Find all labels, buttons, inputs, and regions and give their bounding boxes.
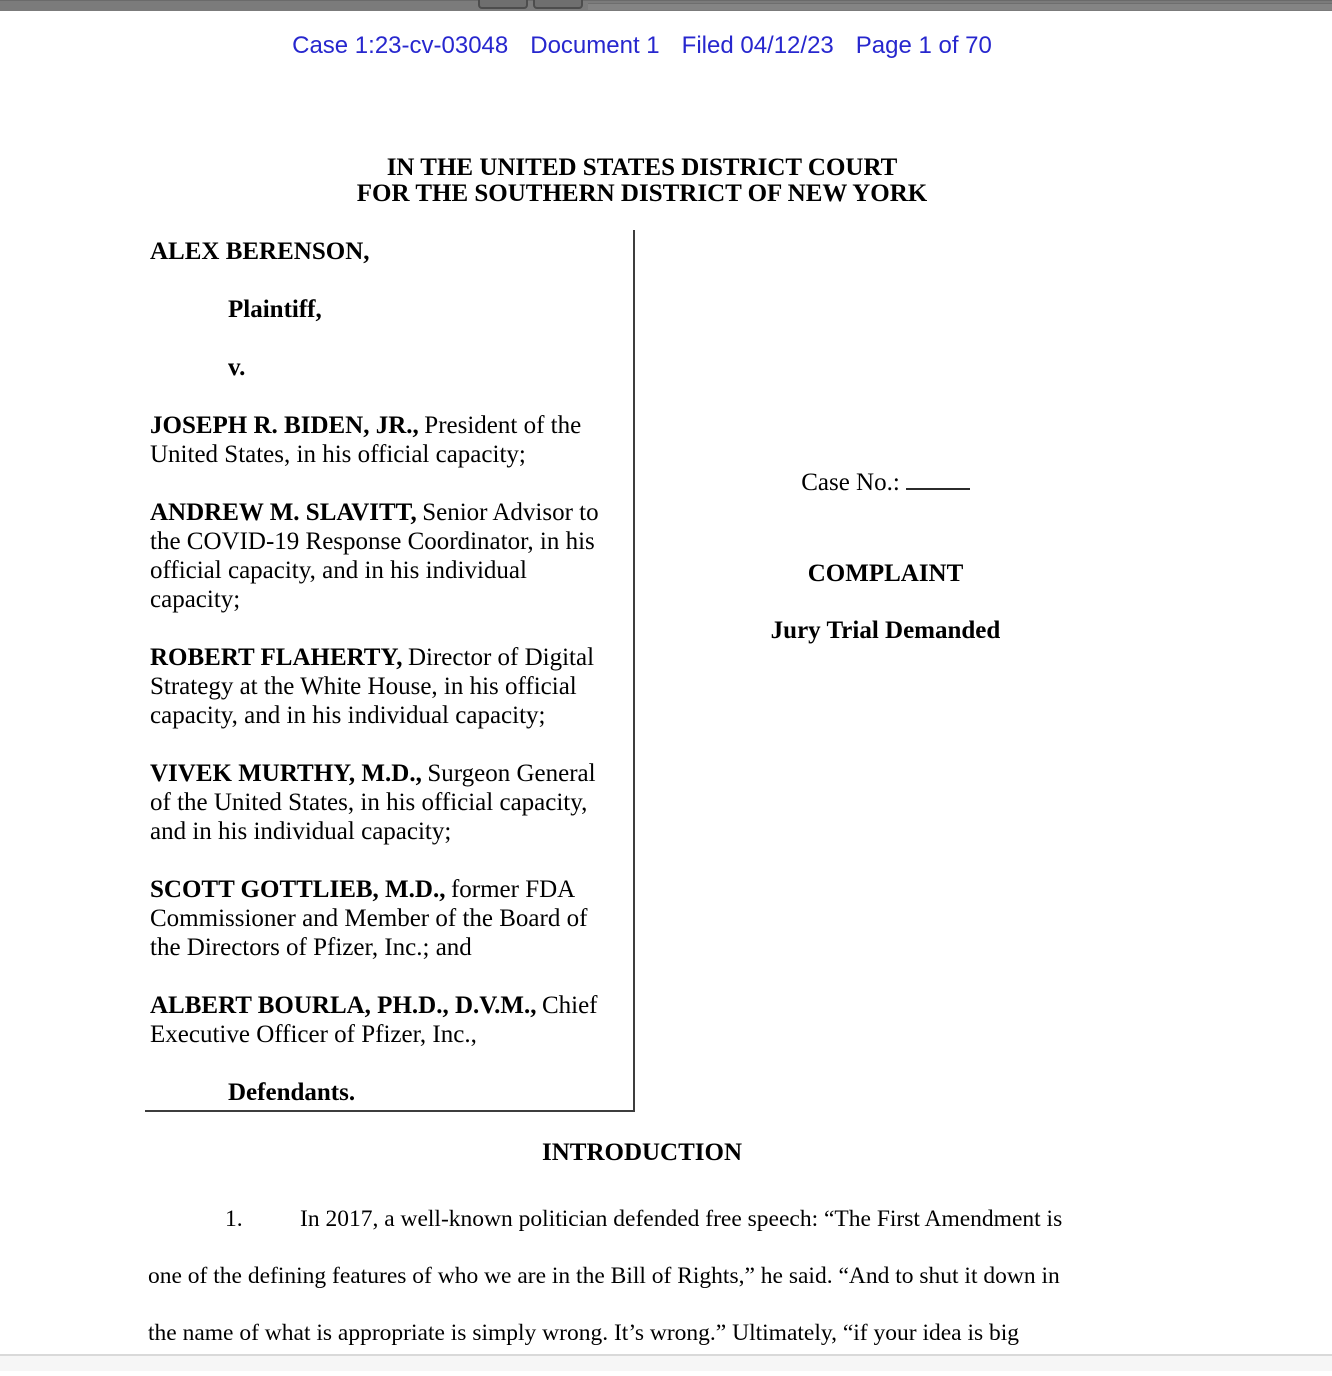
case-caption [148,230,1136,1112]
paragraph-line: one of the defining features of who we are in the Bill of Rights,” he said. “And to shut it down in [148,1263,1060,1289]
case-number-label: Case No.: [801,469,900,496]
viewer-toolbar [0,0,1332,11]
defendant-name: ANDREW M. SLAVITT, [150,499,417,526]
defendant-name: ALBERT BOURLA, PH.D., D.V.M., [150,992,537,1019]
pacer-stamp-link[interactable] [148,33,1136,58]
court-title-line2: FOR THE SOUTHERN DISTRICT OF NEW YORK [356,180,928,207]
defendant-role: Director of Digital Strategy at the White House, in his official capacity, and in his individual capacity; [150,644,595,729]
caption-case-info [635,230,1136,1112]
defendant-name: ROBERT FLAHERTY, [150,644,403,671]
defendant-name: JOSEPH R. BIDEN, JR., [150,412,419,439]
case-number-blank [906,468,970,490]
pacer-document-number: Document 1 [530,32,660,59]
paragraph-line [148,1205,1136,1234]
defendant-name: SCOTT GOTTLIEB, M.D., [150,876,446,903]
jury-trial-demand: Jury Trial Demanded [770,617,1001,644]
defendant-gottlieb [150,875,620,962]
pacer-filed-date: Filed 04/12/23 [681,32,834,59]
toolbar-button-right[interactable] [533,0,583,9]
versus-label: v. [228,354,246,381]
defendant-role: Senior Advisor to the COVID-19 Response Coordinator, in his official capacity, and in his individual capacity; [150,499,599,613]
caption-parties-box [145,230,635,1112]
paragraph-number: 1. [225,1206,243,1232]
defendant-role: Surgeon General of the United States, in his official capacity, and in his individual capacity; [150,760,596,845]
introduction-heading: INTRODUCTION [541,1139,743,1166]
defendant-role: President of the United States, in his official capacity; [150,412,582,468]
court-title [148,155,1136,207]
paragraph-line: the name of what is appropriate is simply wrong. It’s wrong.” Ultimately, “if your idea is big [148,1320,1020,1346]
defendant-slavitt [150,498,620,614]
defendant-name: VIVEK MURTHY, M.D., [150,760,422,787]
case-number-line [635,468,1136,497]
defendant-biden [150,411,620,469]
defendant-murthy [150,759,620,846]
plaintiff-name: ALEX BERENSON, [150,238,370,265]
toolbar-inset [588,3,1332,10]
defendant-role: Chief Executive Officer of Pfizer, Inc., [150,992,598,1048]
toolbar-button-left[interactable] [478,0,528,9]
defendants-label: Defendants. [228,1079,356,1106]
viewer-bottom-strip [0,1354,1332,1371]
document-page [0,11,1332,1376]
defendant-flaherty [150,643,620,730]
complaint-title: COMPLAINT [807,560,964,587]
plaintiff-label: Plaintiff, [228,296,322,323]
pacer-case-number: Case 1:23-cv-03048 [292,32,509,59]
defendant-bourla [150,991,620,1049]
defendant-role: former FDA Commissioner and Member of the Board of the Directors of Pfizer, Inc.; and [150,876,588,961]
introduction-paragraph [148,1205,1136,1348]
court-title-line1: IN THE UNITED STATES DISTRICT COURT [386,154,898,181]
paragraph-text: In 2017, a well-known politician defended free speech: “The First Amendment is [300,1206,1063,1232]
pacer-page-count: Page 1 of 70 [855,32,992,59]
